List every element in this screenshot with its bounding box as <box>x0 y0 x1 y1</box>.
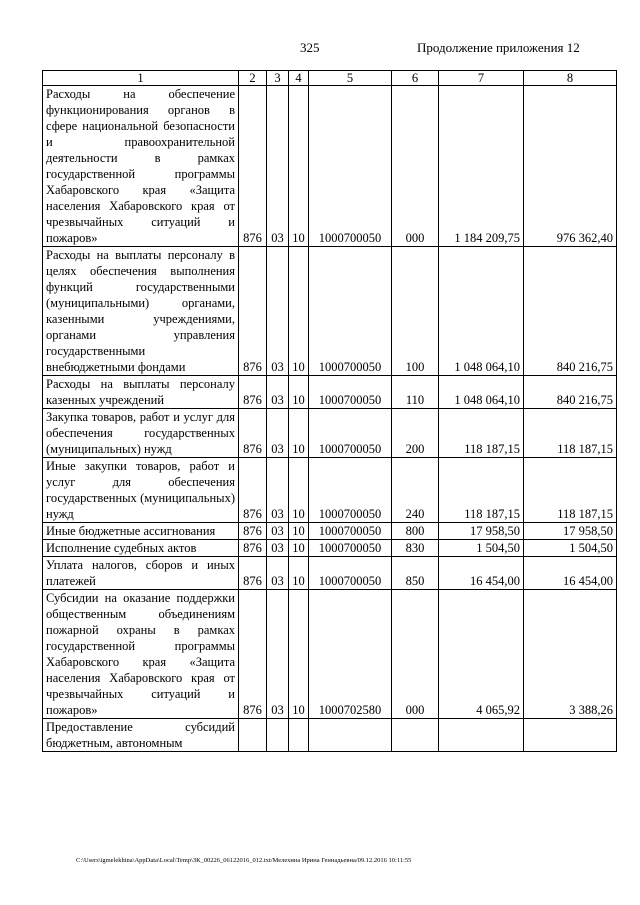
continuation-label: Продолжение приложения 12 <box>417 40 580 55</box>
budget-table <box>42 70 617 752</box>
row-amount-actual: 840 216,75 <box>524 247 617 376</box>
row-section: 03 <box>267 590 289 719</box>
table-row <box>43 540 617 557</box>
row-section: 03 <box>267 376 289 409</box>
row-target-article: 1000700050 <box>309 409 392 458</box>
row-expense-type: 110 <box>392 376 439 409</box>
row-section: 03 <box>267 409 289 458</box>
row-section: 03 <box>267 523 289 540</box>
row-target-article: 1000702580 <box>309 590 392 719</box>
row-admin-code: 876 <box>239 409 267 458</box>
column-header: 8 <box>524 71 617 86</box>
row-subsection: 10 <box>289 376 309 409</box>
row-target-article: 1000700050 <box>309 557 392 590</box>
row-expense-type: 100 <box>392 247 439 376</box>
row-admin-code: 876 <box>239 590 267 719</box>
row-section: 03 <box>267 557 289 590</box>
row-section <box>267 719 289 752</box>
row-admin-code <box>239 719 267 752</box>
table-row <box>43 409 617 458</box>
row-expense-type: 000 <box>392 590 439 719</box>
column-header: 6 <box>392 71 439 86</box>
row-expense-type <box>392 719 439 752</box>
row-subsection: 10 <box>289 523 309 540</box>
column-header: 5 <box>309 71 392 86</box>
row-subsection: 10 <box>289 247 309 376</box>
row-amount-actual: 1 504,50 <box>524 540 617 557</box>
row-amount-plan: 4 065,92 <box>439 590 524 719</box>
row-expense-type: 830 <box>392 540 439 557</box>
row-admin-code: 876 <box>239 557 267 590</box>
row-target-article: 1000700050 <box>309 523 392 540</box>
row-subsection: 10 <box>289 409 309 458</box>
row-amount-actual: 976 362,40 <box>524 86 617 247</box>
row-section: 03 <box>267 247 289 376</box>
row-description: Расходы на выплаты персоналу казенных учреждений <box>43 376 239 409</box>
row-section: 03 <box>267 458 289 523</box>
row-subsection: 10 <box>289 86 309 247</box>
row-amount-plan <box>439 719 524 752</box>
row-target-article: 1000700050 <box>309 247 392 376</box>
row-target-article: 1000700050 <box>309 540 392 557</box>
row-section: 03 <box>267 86 289 247</box>
row-target-article: 1000700050 <box>309 376 392 409</box>
row-amount-plan: 16 454,00 <box>439 557 524 590</box>
table-row <box>43 557 617 590</box>
row-admin-code: 876 <box>239 540 267 557</box>
row-description: Иные закупки товаров, работ и услуг для обеспечения государственных (муниципальных) нужд <box>43 458 239 523</box>
row-target-article: 1000700050 <box>309 458 392 523</box>
table-row <box>43 247 617 376</box>
row-amount-actual: 16 454,00 <box>524 557 617 590</box>
row-amount-actual: 17 958,50 <box>524 523 617 540</box>
row-subsection: 10 <box>289 540 309 557</box>
row-description: Иные бюджетные ассигнования <box>43 523 239 540</box>
page-number: 325 <box>300 40 320 55</box>
row-amount-actual: 3 388,26 <box>524 590 617 719</box>
table-row <box>43 86 617 247</box>
row-admin-code: 876 <box>239 458 267 523</box>
row-expense-type: 000 <box>392 86 439 247</box>
column-header: 4 <box>289 71 309 86</box>
row-target-article: 1000700050 <box>309 86 392 247</box>
row-amount-plan: 118 187,15 <box>439 409 524 458</box>
row-target-article <box>309 719 392 752</box>
row-section: 03 <box>267 540 289 557</box>
column-header: 3 <box>267 71 289 86</box>
row-subsection: 10 <box>289 590 309 719</box>
row-amount-actual: 118 187,15 <box>524 409 617 458</box>
row-admin-code: 876 <box>239 247 267 376</box>
row-admin-code: 876 <box>239 523 267 540</box>
row-amount-actual: 118 187,15 <box>524 458 617 523</box>
row-description: Предоставление субсидий бюджетным, автономным <box>43 719 239 752</box>
row-subsection: 10 <box>289 458 309 523</box>
table-row <box>43 719 617 752</box>
row-description: Расходы на обеспечение функционирования органов в сфере национальной безопасности и правоохранительной деятельности в рамках государственной программы Хабаровского края «Защита населения Хабаровского края от чрезвычайных ситуаций и пожаров» <box>43 86 239 247</box>
row-amount-actual <box>524 719 617 752</box>
table-row <box>43 590 617 719</box>
row-description: Субсидии на оказание поддержки общественным объединениям пожарной охраны в рамках государственной программы Хабаровского края «Защита населения Хабаровского края от чрезвычайных ситуаций и пожаров» <box>43 590 239 719</box>
column-header: 2 <box>239 71 267 86</box>
row-description: Исполнение судебных актов <box>43 540 239 557</box>
row-admin-code: 876 <box>239 376 267 409</box>
row-amount-actual: 840 216,75 <box>524 376 617 409</box>
row-description: Уплата налогов, сборов и иных платежей <box>43 557 239 590</box>
row-admin-code: 876 <box>239 86 267 247</box>
row-amount-plan: 17 958,50 <box>439 523 524 540</box>
row-expense-type: 800 <box>392 523 439 540</box>
row-amount-plan: 1 048 064,10 <box>439 247 524 376</box>
table-row <box>43 523 617 540</box>
row-expense-type: 850 <box>392 557 439 590</box>
table-row <box>43 458 617 523</box>
row-description: Закупка товаров, работ и услуг для обеспечения государственных (муниципальных) нужд <box>43 409 239 458</box>
row-expense-type: 200 <box>392 409 439 458</box>
column-header: 7 <box>439 71 524 86</box>
row-amount-plan: 118 187,15 <box>439 458 524 523</box>
row-description: Расходы на выплаты персоналу в целях обеспечения выполнения функций государственными (муниципальными) органами, казенными учреждениями, органами управления государственными внебюджетными фондами <box>43 247 239 376</box>
table-row <box>43 376 617 409</box>
footer-file-path: C:\Users\igmelekhina\AppData\Local\Temp\ЗК_00226_06122016_012.txt/Мелехина Ирина Геннадьевна/09.12.2016 10:11:55 <box>76 857 412 864</box>
row-amount-plan: 1 504,50 <box>439 540 524 557</box>
row-expense-type: 240 <box>392 458 439 523</box>
column-header: 1 <box>43 71 239 86</box>
table-header-row <box>43 71 617 86</box>
row-amount-plan: 1 048 064,10 <box>439 376 524 409</box>
row-subsection: 10 <box>289 557 309 590</box>
row-amount-plan: 1 184 209,75 <box>439 86 524 247</box>
row-subsection <box>289 719 309 752</box>
